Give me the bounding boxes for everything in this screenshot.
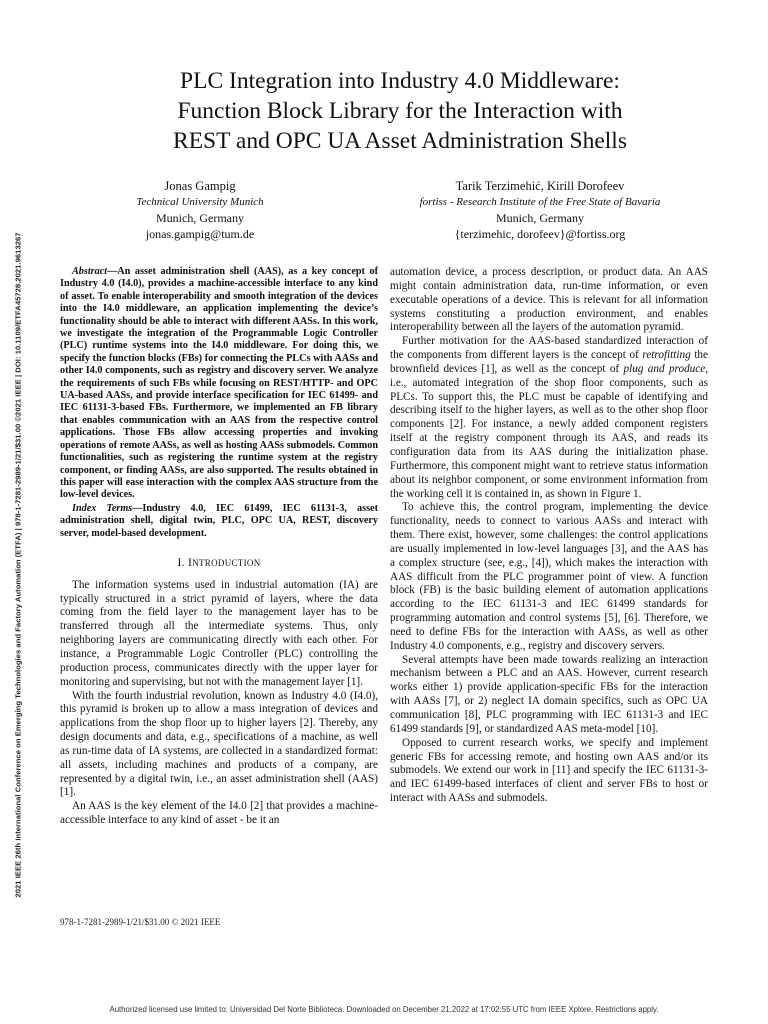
author-name: Jonas Gampig <box>164 179 236 193</box>
text-run: Further motivation for the AAS-based standardized interaction of the components from different layers is the concept of <box>390 335 708 362</box>
paper-title <box>90 66 710 156</box>
doi-sidebar-text: 2021 IEEE 26th International Conference on Emerging Technologies and Factory Automation (ETFA) | 978-1-7281-2989-1/21/$31.00 ©2021 IEEE | DOI: 10.1109/ETFA45728.2021.9613267 <box>13 232 23 898</box>
left-column <box>60 266 378 828</box>
section-title-rest: NTRODUCTION <box>192 557 261 568</box>
title-line-3: REST and OPC UA Asset Administration Shells <box>173 128 627 154</box>
paragraph: Several attempts have been made towards realizing an interaction mechanism between a PLC and an AAS. However, current research works either 1) provide application-specific FBs for the interaction with AASs [7], or 2) neglect IA domain specifics, such as OPC UA communication [8], PLC programming with IEC 61131-3 and IEC 61499 standards [9], or standardized AAS meta-model [10]. <box>390 653 708 735</box>
author-block <box>60 178 740 244</box>
paragraph: An AAS is the key element of the I4.0 [2] that provides a machine-accessible interface to any kind of asset - be it an <box>60 800 378 827</box>
copyright-notice: 978-1-7281-2989-1/21/$31.00 © 2021 IEEE <box>60 917 221 927</box>
paragraph: automation device, a process description, or product data. An AAS might contain administration data, run-time information, or even executable operations of a device. This is relevant for all information systems constituting a production environment, and enables interoperability between all the layers of the automation pyramid. <box>390 266 708 334</box>
abstract-label: Abstract <box>72 266 108 277</box>
index-terms <box>60 503 378 540</box>
paragraph: To achieve this, the control program, implementing the device functionality, needs to connect to various AASs and interact with them. There exist, however, some challenges: the control applications are usually implemented in low-level languages [3], and the AAS has a complex structure (see, e.g., [4]), which makes the interaction with AAS difficult from the PLC programmer point of view. A function block (FB) is the basic building element of automation applications according to the IEC 61131-3 and IEC 61499 standards for programming automation and control systems [5], [6]. Therefore, we need to define FBs for the interaction with AASs, as well as other Industry 4.0 components, e.g., registry and discovery servers. <box>390 501 708 652</box>
author-left <box>100 178 300 242</box>
paragraph: The information systems used in industrial automation (IA) are typically structured in a strict pyramid of layers, where the data coming from the field layer to the management layer has to be transferred through all the intermediate systems. Thus, only neighboring layers are communicating directly with each other. For instance, a Programmable Logic Controller (PLC) controlling the production process, communicates directly with the upper layer for monitoring and supervising, but not with the management layer [1]. <box>60 578 378 688</box>
author-names: Tarik Terzimehić, Kirill Dorofeev <box>455 179 625 193</box>
right-column <box>390 266 708 806</box>
author-affiliation: fortiss - Research Institute of the Free State of Bavaria <box>419 196 661 208</box>
author-email: {terzimehic, dorofeev}@fortiss.org <box>454 227 626 241</box>
emphasis: plug and produce <box>623 362 706 375</box>
index-terms-label: Index Terms <box>72 502 133 514</box>
author-affiliation: Technical University Munich <box>136 196 264 208</box>
index-terms-text: —Industry 4.0, IEC 61499, IEC 61131-3, asset administration shell, digital twin, PLC, OPC UA, REST, discovery server, model-based development. <box>60 502 378 539</box>
author-right <box>330 178 750 242</box>
paragraph <box>390 335 708 501</box>
author-email: jonas.gampig@tum.de <box>145 227 255 241</box>
author-location: Munich, Germany <box>156 211 244 225</box>
paragraph: With the fourth industrial revolution, known as Industry 4.0 (I4.0), this pyramid is broken up to allow a mass integration of devices and applications from the shop floor up to higher layers [2]. Thereby, any design documents and data, e.g., specifications of a machine, as well as run-time data of IA systems, are collected in a standardized format: all assets, including machines and products of a company, are represented by a digital twin, i.e., an asset administration shell (AAS) [1]. <box>60 689 378 799</box>
section-heading-introduction <box>60 556 378 571</box>
license-footer: Authorized licensed use limited to: Universidad Del Norte Biblioteca. Downloaded on December 21,2022 at 17:02:55 UTC from IEEE Xplore. Restrictions apply. <box>109 1005 659 1014</box>
abstract <box>60 266 378 502</box>
section-numeral: I. I <box>177 555 193 569</box>
abstract-text: —An asset administration shell (AAS), as a key concept of Industry 4.0 (I4.0), provides a machine-accessible interface to any kind of asset. To enable interoperability and smooth integration of the devices into the I4.0 middleware, an application implementing the device’s functionality should be able to interact with different AASs. In this work, we investigate the integration of the Programmable Logic Controller (PLC) runtime systems into the I4.0 middleware. For doing this, we specify the function blocks (FBs) for connecting the PLCs with AASs and other I4.0 components, such as registry and discovery server. We analyze the requirements of such FBs while focusing on REST/HTTP- and OPC UA-based AASs, and provide interface specification for IEC 61499- and IEC 61131-3-based FBs. Furthermore, we implemented an FB library that enables communication with an AAS from the respective control applications. Those FBs allow accessing properties and invoking operations of remote AASs, as well as hosting AASs submodels. Common functionalities, such as registering the runtime system at the registry component, or finding AASs, are also supported. The results obtained in this paper will ease interaction with the complex AAS structure from the low-level devices. <box>60 266 378 501</box>
emphasis: retrofitting <box>642 349 691 362</box>
doi-sidebar <box>4 160 32 970</box>
author-location: Munich, Germany <box>496 211 584 225</box>
title-line-1: PLC Integration into Industry 4.0 Middleware: <box>180 68 620 94</box>
title-line-2: Function Block Library for the Interaction with <box>177 98 623 124</box>
text-run: , i.e., automated integration of the shop floor components, such as PLCs. To support this, the PLC must be capable of identifying and describing itself to the higher layers, as well as to the other shop floor components [2]. For instance, a newly added component registers itself at the registry component through its AAS, and reads its configuration data from its AAS during the initialization phase. Furthermore, this component might want to retrieve status information about its neighbor component, or some environment information from the working cell it is contained in, as shown in Figure 1. <box>390 362 708 500</box>
paragraph: Opposed to current research works, we specify and implement generic FBs for accessing remote, and hosting own AAS and/or its submodels. We extend our work in [11] and specify the IEC 61131-3- and IEC 61499-based interfaces of client and server FBs to host or interact with AASs and submodels. <box>390 736 708 805</box>
text-run: the brownfield devices [1], as well as the concept of <box>390 349 708 375</box>
